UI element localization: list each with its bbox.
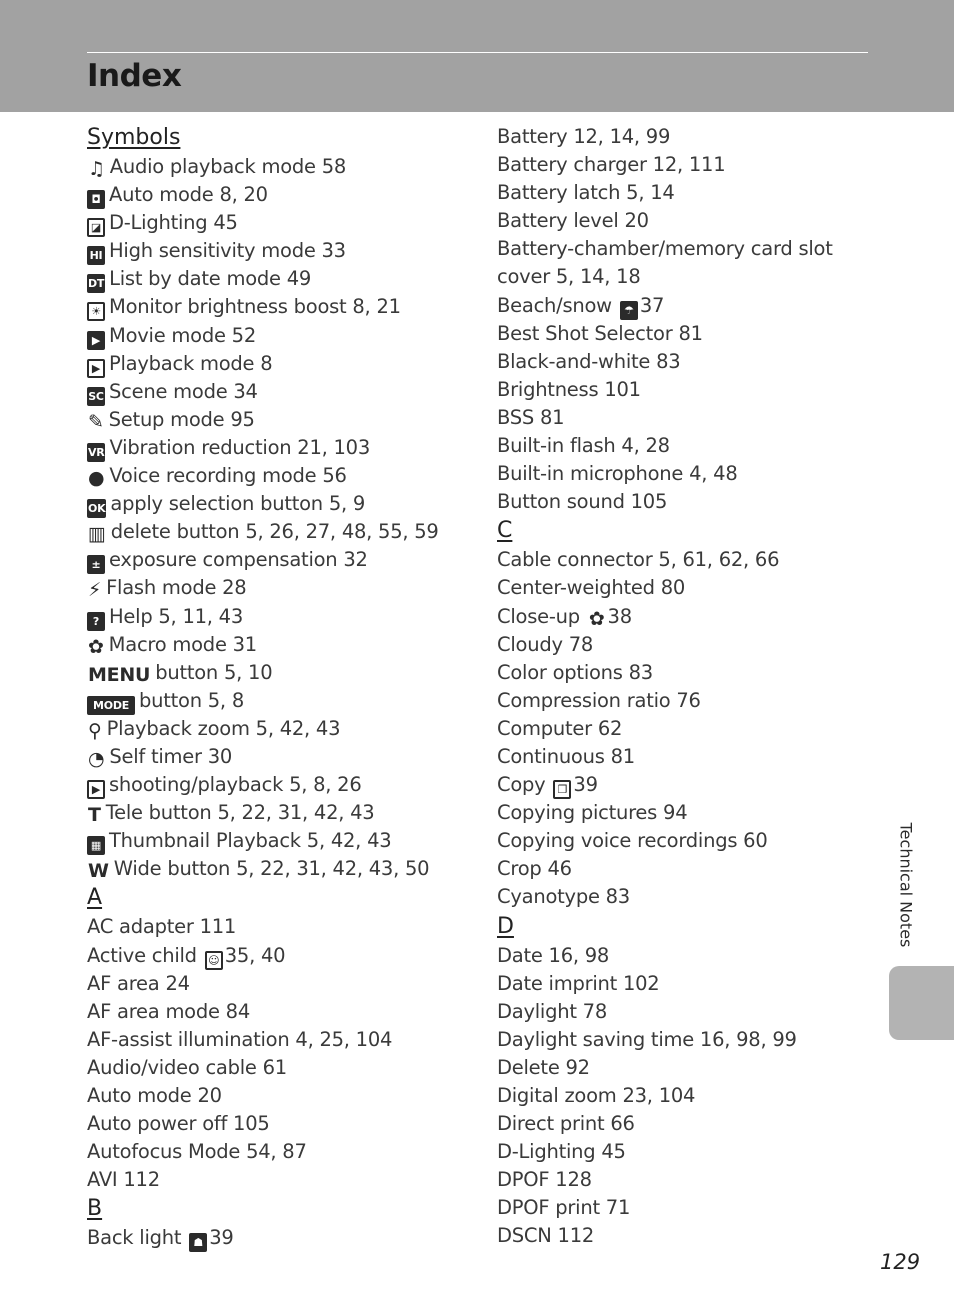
vibration-reduction-icon: VR <box>87 443 105 462</box>
index-entry-text: Tele button 5, 22, 31, 42, 43 <box>105 801 375 825</box>
index-letter-heading: Symbols <box>87 125 181 150</box>
index-entry-text: Copying pictures 94 <box>497 801 688 825</box>
index-entry-text: D-Lighting 45 <box>109 211 238 235</box>
index-entry-text: AF-assist illumination 4, 25, 104 <box>87 1027 393 1051</box>
index-entry-text: Thumbnail Playback 5, 42, 43 <box>109 829 392 853</box>
index-entry-text: Playback mode 8 <box>109 351 273 375</box>
index-entry <box>497 883 877 911</box>
index-letter-heading: C <box>497 518 513 544</box>
index-entry <box>87 153 477 181</box>
index-entry-text: Close-up <box>497 604 580 628</box>
index-entry <box>87 1026 477 1054</box>
index-entry <box>497 659 877 687</box>
section-tab-label: Technical Notes <box>896 822 916 948</box>
index-entry <box>497 376 877 404</box>
index-entry <box>87 631 477 659</box>
index-entry-text: Battery charger 12, 111 <box>497 153 726 177</box>
thumbnail-grid-icon: ▦ <box>87 836 105 855</box>
index-entry-text: Audio/video cable 61 <box>87 1055 287 1079</box>
index-entry <box>87 970 477 998</box>
index-entry <box>87 998 477 1026</box>
page-title: Index <box>87 58 182 94</box>
index-entry <box>87 1054 477 1082</box>
index-entry-text: Button sound 105 <box>497 490 668 514</box>
index-entry-text: Computer 62 <box>497 716 623 740</box>
index-entry <box>497 151 877 179</box>
index-entry-text: Digital zoom 23, 104 <box>497 1084 696 1107</box>
microphone-icon: ● <box>88 467 105 490</box>
scene-icon: SC <box>87 387 105 406</box>
index-entry <box>87 490 477 518</box>
index-entry <box>497 1194 877 1222</box>
copy-icon: ❐ <box>553 780 571 799</box>
index-entry <box>497 432 877 460</box>
index-entry <box>87 378 477 406</box>
index-entry <box>497 631 877 659</box>
index-entry <box>87 462 477 490</box>
index-entry <box>87 687 477 715</box>
index-entry-text: Auto power off 105 <box>87 1112 270 1136</box>
index-entry <box>497 460 877 488</box>
index-entry-text: AC adapter 111 <box>87 915 237 939</box>
index-entry-text: Audio playback mode 58 <box>109 155 347 178</box>
index-entry-text: Battery latch 5, 14 <box>497 181 675 205</box>
index-letter-heading: A <box>87 885 103 911</box>
index-entry-text: Auto mode 8, 20 <box>109 183 268 207</box>
index-entry <box>497 320 877 348</box>
index-entry-text: Date 16, 98 <box>497 943 610 967</box>
index-entry-text: AVI 112 <box>87 1168 160 1192</box>
index-entry <box>87 827 477 855</box>
index-entry <box>497 1138 877 1166</box>
d-lighting-icon: ◪ <box>87 218 105 237</box>
back-light-icon: ☗ <box>189 1233 207 1252</box>
index-entry-text: Copying voice recordings 60 <box>497 829 768 853</box>
index-entry <box>87 771 477 799</box>
index-entry-text: Crop 46 <box>497 857 572 881</box>
index-entry-text: Flash mode 28 <box>106 576 247 600</box>
index-entry-text: Direct print 66 <box>497 1112 635 1136</box>
tele-icon: T <box>88 804 101 827</box>
self-timer-icon: ◔ <box>88 747 105 770</box>
index-entry-text: shooting/playback 5, 8, 26 <box>109 773 362 797</box>
index-entry <box>87 715 477 743</box>
index-entry-text: button 5, 10 <box>155 660 273 684</box>
index-entry <box>87 350 477 378</box>
index-entry-text: Daylight saving time 16, 98, 99 <box>497 1027 797 1051</box>
index-entry <box>497 1110 877 1138</box>
wide-icon: W <box>88 860 109 883</box>
index-entry-text: AF area mode 84 <box>87 999 250 1023</box>
index-entry-text: Playback zoom 5, 42, 43 <box>106 716 341 740</box>
index-entry <box>497 715 877 743</box>
camera-icon: ◘ <box>87 190 105 209</box>
index-entry <box>497 488 877 516</box>
index-entry <box>497 292 877 320</box>
index-entry <box>497 855 877 883</box>
index-entry-text: Center-weighted 80 <box>497 576 686 600</box>
index-entry-text: Vibration reduction 21, 103 <box>109 435 370 459</box>
index-entry-text: Movie mode 52 <box>109 323 256 347</box>
index-entry <box>87 913 477 941</box>
index-entry-text: Copy <box>497 773 546 797</box>
help-icon: ? <box>87 612 105 631</box>
monitor-brightness-icon: ☀ <box>87 302 105 321</box>
index-entry-text: Battery-chamber/memory card slot cover 5, 14, 18 <box>497 237 833 289</box>
index-entry-text: Wide button 5, 22, 31, 42, 43, 50 <box>113 857 430 881</box>
index-entry <box>87 1166 477 1194</box>
menu-icon: MENU <box>88 663 151 686</box>
index-entry-text: Compression ratio 76 <box>497 688 701 712</box>
index-entry-text: Macro mode 31 <box>108 632 257 656</box>
index-entry <box>497 574 877 602</box>
index-entry <box>497 404 877 432</box>
index-entry-pages: 35, 40 <box>224 943 286 967</box>
index-entry <box>497 123 877 151</box>
index-entry-text: Scene mode 34 <box>109 379 258 403</box>
index-entry <box>87 942 477 970</box>
index-entry <box>87 855 477 883</box>
index-entry-text: Cyanotype 83 <box>497 885 630 909</box>
index-entry-text: exposure compensation 32 <box>109 548 368 572</box>
index-entry-text: Brightness 101 <box>497 377 641 401</box>
index-column-left <box>87 123 477 1252</box>
index-entry <box>87 659 477 687</box>
index-entry-text: Best Shot Selector 81 <box>497 321 703 345</box>
index-entry <box>497 546 877 574</box>
index-entry-text: Date imprint 102 <box>497 971 660 995</box>
index-entry-text: Color options 83 <box>497 660 653 684</box>
index-entry-text: Continuous 81 <box>497 744 635 768</box>
index-entry-text: apply selection button 5, 9 <box>110 492 366 516</box>
index-entry-text: DPOF print 71 <box>497 1196 631 1220</box>
index-entry-pages: 37 <box>639 293 665 317</box>
index-entry <box>497 207 877 235</box>
high-iso-icon: HI <box>87 246 105 265</box>
close-up-flower-icon: ✿ <box>588 607 605 630</box>
index-entry <box>87 406 477 434</box>
index-entry <box>497 348 877 376</box>
wrench-icon: ✎ <box>88 410 104 433</box>
audio-playback-icon: ♫ <box>88 158 105 180</box>
index-entry <box>497 743 877 771</box>
index-entry <box>497 687 877 715</box>
trash-icon: ▥ <box>88 523 106 546</box>
index-entry-text: BSS 81 <box>497 405 565 429</box>
index-entry <box>87 434 477 462</box>
ok-button-icon: OK <box>87 499 106 518</box>
index-entry-text: DPOF 128 <box>497 1168 592 1192</box>
index-entry-text: Black-and-white 83 <box>497 349 681 373</box>
index-entry-text: Auto mode 20 <box>87 1084 222 1107</box>
beach-snow-icon: ☂ <box>620 301 638 320</box>
index-entry-text: Setup mode 95 <box>108 407 255 431</box>
page-header <box>0 0 954 112</box>
page-number: 129 <box>880 1250 921 1274</box>
index-entry <box>497 1166 877 1194</box>
index-letter-heading: B <box>87 1196 103 1222</box>
index-entry <box>497 771 877 799</box>
mode-icon: MODE <box>87 696 135 715</box>
index-letter-heading: D <box>497 913 514 939</box>
index-entry-text: Delete 92 <box>497 1055 590 1079</box>
index-entry-text: List by date mode 49 <box>109 267 312 291</box>
index-entry <box>497 1026 877 1054</box>
index-entry-text: Battery 12, 14, 99 <box>497 125 671 148</box>
index-entry <box>87 1082 477 1110</box>
index-entry <box>87 743 477 771</box>
index-entry-text: delete button 5, 26, 27, 48, 55, 59 <box>110 520 439 544</box>
index-entry <box>87 293 477 321</box>
index-entry <box>87 1224 477 1252</box>
playback-icon: ▶ <box>87 359 105 378</box>
index-entry-pages: 39 <box>573 773 598 797</box>
index-entry-pages: 39 <box>209 1226 234 1250</box>
active-child-icon: ☺ <box>205 951 223 970</box>
header-rule <box>87 52 868 53</box>
index-column-right <box>497 123 877 1251</box>
index-entry <box>497 1082 877 1110</box>
index-entry <box>497 799 877 827</box>
index-entry-text: Self timer 30 <box>109 744 233 768</box>
index-entry-text: Back light <box>87 1226 182 1250</box>
index-entry <box>497 603 877 631</box>
index-entry-text: Daylight 78 <box>497 999 607 1023</box>
index-entry <box>497 1222 877 1250</box>
index-entry <box>497 827 877 855</box>
index-entry-text: Cloudy 78 <box>497 632 594 656</box>
index-entry <box>497 970 877 998</box>
index-entry <box>87 181 477 209</box>
index-entry-text: Beach/snow <box>497 293 612 317</box>
exposure-compensation-icon: ± <box>87 555 105 574</box>
index-entry <box>87 1138 477 1166</box>
magnifier-icon: ⚲ <box>88 719 102 742</box>
list-by-date-icon: DT <box>87 274 105 293</box>
index-entry-text: DSCN 112 <box>497 1224 595 1248</box>
index-entry <box>87 237 477 265</box>
index-entry-text: Autofocus Mode 54, 87 <box>87 1140 307 1164</box>
index-entry <box>87 518 477 546</box>
index-entry-text: Built-in microphone 4, 48 <box>497 462 738 486</box>
index-entry-pages: 38 <box>607 604 632 628</box>
index-entry <box>87 546 477 574</box>
index-entry <box>497 235 877 291</box>
index-entry <box>87 1110 477 1138</box>
index-entry <box>497 942 877 970</box>
index-entry-text: High sensitivity mode 33 <box>109 239 346 263</box>
index-entry <box>87 574 477 602</box>
index-entry <box>87 322 477 350</box>
index-entry <box>87 209 477 237</box>
index-entry-text: Monitor brightness boost 8, 21 <box>109 295 401 319</box>
index-entry-text: Active child <box>87 943 197 967</box>
movie-camera-icon: ▶ <box>87 331 105 350</box>
index-entry-text: button 5, 8 <box>139 688 244 712</box>
index-entry-text: Voice recording mode 56 <box>109 464 347 488</box>
index-entry <box>497 1054 877 1082</box>
index-entry-text: Battery level 20 <box>497 209 649 233</box>
index-entry <box>497 998 877 1026</box>
flash-icon: ⚡ <box>88 579 102 602</box>
index-entry-text: Help 5, 11, 43 <box>109 604 243 628</box>
index-entry <box>497 179 877 207</box>
playback-icon: ▶ <box>87 780 105 799</box>
index-entry <box>87 603 477 631</box>
index-entry <box>87 799 477 827</box>
macro-flower-icon: ✿ <box>88 635 104 658</box>
section-tab[interactable] <box>889 966 954 1040</box>
index-entry-text: Cable connector 5, 61, 62, 66 <box>497 548 780 572</box>
index-entry-text: Built-in flash 4, 28 <box>497 434 670 458</box>
index-entry-text: AF area 24 <box>87 971 190 995</box>
index-entry-text: D-Lighting 45 <box>497 1140 626 1164</box>
index-entry <box>87 265 477 293</box>
